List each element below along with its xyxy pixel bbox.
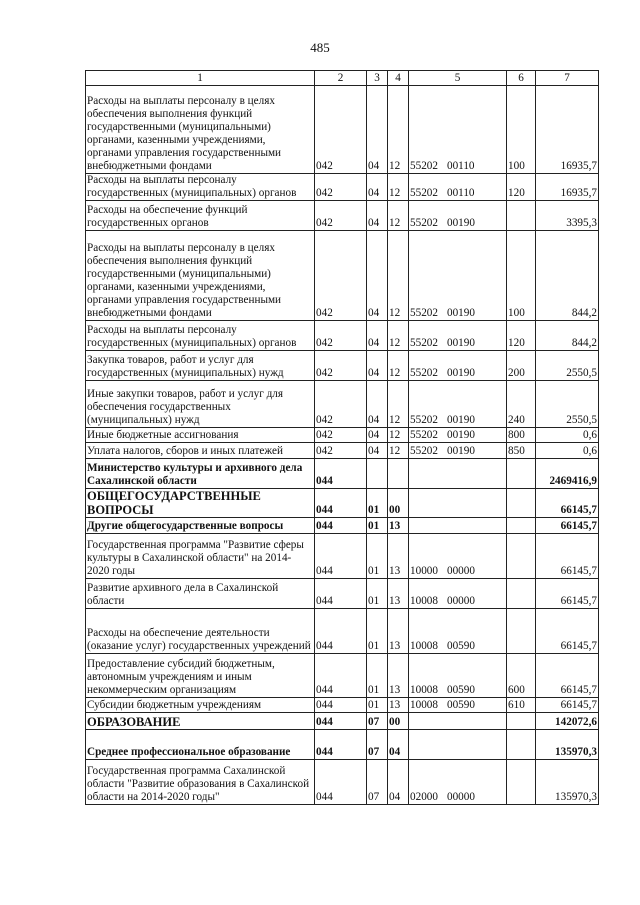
row-target-article bbox=[409, 730, 507, 760]
row-vr bbox=[507, 713, 536, 730]
row-rz: 04 bbox=[367, 321, 388, 351]
row-pr: 00 bbox=[388, 713, 409, 730]
table-row bbox=[86, 174, 599, 201]
row-sum: 3395,3 bbox=[536, 201, 599, 231]
row-rz bbox=[367, 459, 388, 489]
row-vr: 120 bbox=[507, 321, 536, 351]
row-csr-program: 10008 bbox=[410, 684, 438, 696]
row-csr-program: 55202 bbox=[410, 187, 438, 199]
row-pr: 12 bbox=[388, 201, 409, 231]
row-sum: 135970,3 bbox=[536, 730, 599, 760]
row-csr-program: 10000 bbox=[410, 565, 438, 577]
row-vr: 850 bbox=[507, 443, 536, 459]
row-ved: 042 bbox=[315, 351, 367, 381]
row-csr-direction: 00190 bbox=[446, 337, 475, 349]
row-csr-direction: 00190 bbox=[446, 429, 475, 441]
row-vr bbox=[507, 534, 536, 579]
row-rz: 01 bbox=[367, 654, 388, 698]
table-row bbox=[86, 760, 599, 805]
row-csr-direction: 00590 bbox=[446, 640, 475, 652]
row-name: Расходы на выплаты персоналу государственных (муниципальных) органов bbox=[86, 174, 315, 201]
row-ved: 042 bbox=[315, 174, 367, 201]
row-sum: 135970,3 bbox=[536, 760, 599, 805]
table-row bbox=[86, 86, 599, 174]
row-name: Предоставление субсидий бюджетным, автономным учреждениям и иным некоммерческим организациям bbox=[86, 654, 315, 698]
row-vr bbox=[507, 518, 536, 534]
row-sum: 0,6 bbox=[536, 428, 599, 443]
row-csr-program: 10008 bbox=[410, 595, 438, 607]
row-pr: 12 bbox=[388, 321, 409, 351]
row-sum: 2550,5 bbox=[536, 351, 599, 381]
table-row bbox=[86, 654, 599, 698]
row-name: Уплата налогов, сборов и иных платежей bbox=[86, 443, 315, 459]
row-target-article bbox=[409, 86, 507, 174]
row-vr bbox=[507, 489, 536, 518]
row-rz: 07 bbox=[367, 713, 388, 730]
table-row bbox=[86, 713, 599, 730]
row-rz: 04 bbox=[367, 443, 388, 459]
row-csr-program: 10008 bbox=[410, 699, 438, 711]
row-vr bbox=[507, 459, 536, 489]
table-row bbox=[86, 351, 599, 381]
table-header-row bbox=[86, 71, 599, 86]
row-csr-direction: 00190 bbox=[446, 217, 475, 229]
row-ved: 044 bbox=[315, 534, 367, 579]
row-name: Среднее профессиональное образование bbox=[86, 730, 315, 760]
row-sum: 16935,7 bbox=[536, 86, 599, 174]
row-ved: 042 bbox=[315, 381, 367, 428]
row-csr-direction: 00190 bbox=[446, 445, 475, 457]
row-ved: 044 bbox=[315, 518, 367, 534]
row-rz: 04 bbox=[367, 381, 388, 428]
row-ved: 044 bbox=[315, 760, 367, 805]
row-name: Государственная программа Сахалинской области "Развитие образования в Сахалинской области на 2014-2020 годы" bbox=[86, 760, 315, 805]
row-pr: 12 bbox=[388, 428, 409, 443]
row-pr: 12 bbox=[388, 174, 409, 201]
row-target-article bbox=[409, 654, 507, 698]
row-pr: 12 bbox=[388, 86, 409, 174]
table-row bbox=[86, 321, 599, 351]
row-rz: 07 bbox=[367, 730, 388, 760]
row-target-article bbox=[409, 579, 507, 609]
header-col-5: 5 bbox=[409, 71, 507, 86]
row-sum: 2550,5 bbox=[536, 381, 599, 428]
table-row bbox=[86, 489, 599, 518]
row-ved: 044 bbox=[315, 489, 367, 518]
row-csr-direction: 00190 bbox=[446, 414, 475, 426]
row-rz: 01 bbox=[367, 579, 388, 609]
row-name: Иные бюджетные ассигнования bbox=[86, 428, 315, 443]
row-ved: 042 bbox=[315, 231, 367, 321]
row-name: Министерство культуры и архивного дела Сахалинской области bbox=[86, 459, 315, 489]
row-csr-direction: 00590 bbox=[446, 684, 475, 696]
row-pr: 13 bbox=[388, 534, 409, 579]
row-pr: 12 bbox=[388, 351, 409, 381]
row-name: Расходы на выплаты персоналу государственных (муниципальных) органов bbox=[86, 321, 315, 351]
header-col-4: 4 bbox=[388, 71, 409, 86]
row-target-article bbox=[409, 713, 507, 730]
row-vr bbox=[507, 730, 536, 760]
row-ved: 042 bbox=[315, 201, 367, 231]
row-target-article bbox=[409, 174, 507, 201]
row-target-article bbox=[409, 351, 507, 381]
row-csr-program: 55202 bbox=[410, 160, 438, 172]
row-vr: 610 bbox=[507, 698, 536, 713]
row-name: Расходы на обеспечение деятельности (оказание услуг) государственных учреждений bbox=[86, 609, 315, 654]
row-csr-direction: 00190 bbox=[446, 307, 475, 319]
row-target-article bbox=[409, 321, 507, 351]
row-ved: 044 bbox=[315, 579, 367, 609]
row-name: ОБРАЗОВАНИЕ bbox=[86, 713, 315, 730]
row-csr-direction: 00000 bbox=[446, 595, 475, 607]
row-ved: 044 bbox=[315, 713, 367, 730]
row-target-article bbox=[409, 518, 507, 534]
row-target-article bbox=[409, 534, 507, 579]
row-sum: 844,2 bbox=[536, 231, 599, 321]
row-csr-direction: 00000 bbox=[446, 565, 475, 577]
row-csr-program: 55202 bbox=[410, 367, 438, 379]
row-ved: 042 bbox=[315, 443, 367, 459]
row-sum: 66145,7 bbox=[536, 609, 599, 654]
row-sum: 142072,6 bbox=[536, 713, 599, 730]
table-row bbox=[86, 518, 599, 534]
row-sum: 2469416,9 bbox=[536, 459, 599, 489]
row-ved: 044 bbox=[315, 698, 367, 713]
row-pr: 04 bbox=[388, 760, 409, 805]
row-target-article bbox=[409, 428, 507, 443]
row-pr: 12 bbox=[388, 443, 409, 459]
table-row bbox=[86, 231, 599, 321]
row-csr-direction: 00000 bbox=[446, 791, 475, 803]
row-csr-direction: 00110 bbox=[446, 187, 475, 199]
row-ved: 044 bbox=[315, 654, 367, 698]
row-name: ОБЩЕГОСУДАРСТВЕННЫЕ ВОПРОСЫ bbox=[86, 489, 315, 518]
header-col-1: 1 bbox=[86, 71, 315, 86]
row-ved: 044 bbox=[315, 730, 367, 760]
row-vr: 800 bbox=[507, 428, 536, 443]
row-rz: 01 bbox=[367, 534, 388, 579]
row-pr: 13 bbox=[388, 609, 409, 654]
row-vr bbox=[507, 609, 536, 654]
table-row bbox=[86, 443, 599, 459]
budget-table bbox=[85, 70, 599, 805]
row-target-article bbox=[409, 698, 507, 713]
row-pr: 04 bbox=[388, 730, 409, 760]
row-vr: 100 bbox=[507, 86, 536, 174]
row-target-article bbox=[409, 459, 507, 489]
row-csr-program: 55202 bbox=[410, 445, 438, 457]
table-row bbox=[86, 609, 599, 654]
row-name: Расходы на выплаты персоналу в целях обеспечения выполнения функций государственными (муниципальными) органами, казенными учреждениями, органами управления государственными внебюджетными фондами bbox=[86, 86, 315, 174]
row-pr: 13 bbox=[388, 654, 409, 698]
row-target-article bbox=[409, 443, 507, 459]
row-ved: 042 bbox=[315, 428, 367, 443]
row-sum: 16935,7 bbox=[536, 174, 599, 201]
table-row bbox=[86, 428, 599, 443]
row-name: Расходы на обеспечение функций государственных органов bbox=[86, 201, 315, 231]
row-rz: 07 bbox=[367, 760, 388, 805]
row-csr-program: 55202 bbox=[410, 414, 438, 426]
row-vr: 240 bbox=[507, 381, 536, 428]
row-target-article bbox=[409, 381, 507, 428]
row-csr-program: 02000 bbox=[410, 791, 438, 803]
header-col-7: 7 bbox=[536, 71, 599, 86]
row-name: Иные закупки товаров, работ и услуг для обеспечения государственных (муниципальных) нужд bbox=[86, 381, 315, 428]
row-target-article bbox=[409, 760, 507, 805]
row-csr-program: 55202 bbox=[410, 337, 438, 349]
row-rz: 01 bbox=[367, 609, 388, 654]
table-row bbox=[86, 698, 599, 713]
row-name: Развитие архивного дела в Сахалинской области bbox=[86, 579, 315, 609]
row-rz: 04 bbox=[367, 428, 388, 443]
table-row bbox=[86, 730, 599, 760]
row-csr-program: 10008 bbox=[410, 640, 438, 652]
row-pr: 13 bbox=[388, 579, 409, 609]
header-col-2: 2 bbox=[315, 71, 367, 86]
table-row bbox=[86, 381, 599, 428]
row-sum: 66145,7 bbox=[536, 534, 599, 579]
header-col-6: 6 bbox=[507, 71, 536, 86]
row-pr bbox=[388, 459, 409, 489]
row-csr-program: 55202 bbox=[410, 217, 438, 229]
row-target-article bbox=[409, 231, 507, 321]
row-vr: 100 bbox=[507, 231, 536, 321]
row-pr: 13 bbox=[388, 518, 409, 534]
table-row bbox=[86, 201, 599, 231]
row-target-article bbox=[409, 609, 507, 654]
row-sum: 66145,7 bbox=[536, 654, 599, 698]
row-name: Другие общегосударственные вопросы bbox=[86, 518, 315, 534]
row-pr: 13 bbox=[388, 698, 409, 713]
row-pr: 12 bbox=[388, 231, 409, 321]
row-vr bbox=[507, 579, 536, 609]
row-sum: 66145,7 bbox=[536, 489, 599, 518]
row-pr: 12 bbox=[388, 381, 409, 428]
row-name: Субсидии бюджетным учреждениям bbox=[86, 698, 315, 713]
row-csr-direction: 00110 bbox=[446, 160, 475, 172]
row-pr: 00 bbox=[388, 489, 409, 518]
row-ved: 044 bbox=[315, 459, 367, 489]
row-vr: 200 bbox=[507, 351, 536, 381]
row-ved: 044 bbox=[315, 609, 367, 654]
row-rz: 04 bbox=[367, 201, 388, 231]
row-csr-program: 55202 bbox=[410, 429, 438, 441]
row-csr-direction: 00190 bbox=[446, 367, 475, 379]
page-number: 485 bbox=[310, 40, 330, 55]
row-ved: 042 bbox=[315, 321, 367, 351]
row-rz: 01 bbox=[367, 518, 388, 534]
row-sum: 0,6 bbox=[536, 443, 599, 459]
header-col-3: 3 bbox=[367, 71, 388, 86]
row-sum: 66145,7 bbox=[536, 579, 599, 609]
table-row bbox=[86, 534, 599, 579]
row-sum: 66145,7 bbox=[536, 698, 599, 713]
row-target-article bbox=[409, 489, 507, 518]
row-vr: 600 bbox=[507, 654, 536, 698]
row-csr-program: 55202 bbox=[410, 307, 438, 319]
row-rz: 04 bbox=[367, 231, 388, 321]
table-row bbox=[86, 459, 599, 489]
row-rz: 04 bbox=[367, 86, 388, 174]
row-sum: 844,2 bbox=[536, 321, 599, 351]
row-rz: 01 bbox=[367, 698, 388, 713]
row-sum: 66145,7 bbox=[536, 518, 599, 534]
row-rz: 04 bbox=[367, 351, 388, 381]
row-vr: 120 bbox=[507, 174, 536, 201]
row-target-article bbox=[409, 201, 507, 231]
table-row bbox=[86, 579, 599, 609]
row-name: Закупка товаров, работ и услуг для государственных (муниципальных) нужд bbox=[86, 351, 315, 381]
row-vr bbox=[507, 201, 536, 231]
row-rz: 01 bbox=[367, 489, 388, 518]
row-rz: 04 bbox=[367, 174, 388, 201]
row-ved: 042 bbox=[315, 86, 367, 174]
row-vr bbox=[507, 760, 536, 805]
row-name: Государственная программа "Развитие сферы культуры в Сахалинской области" на 2014-2020 годы bbox=[86, 534, 315, 579]
row-name: Расходы на выплаты персоналу в целях обеспечения выполнения функций государственными (муниципальными) органами, казенными учреждениями, органами управления государственными внебюджетными фондами bbox=[86, 231, 315, 321]
row-csr-direction: 00590 bbox=[446, 699, 475, 711]
